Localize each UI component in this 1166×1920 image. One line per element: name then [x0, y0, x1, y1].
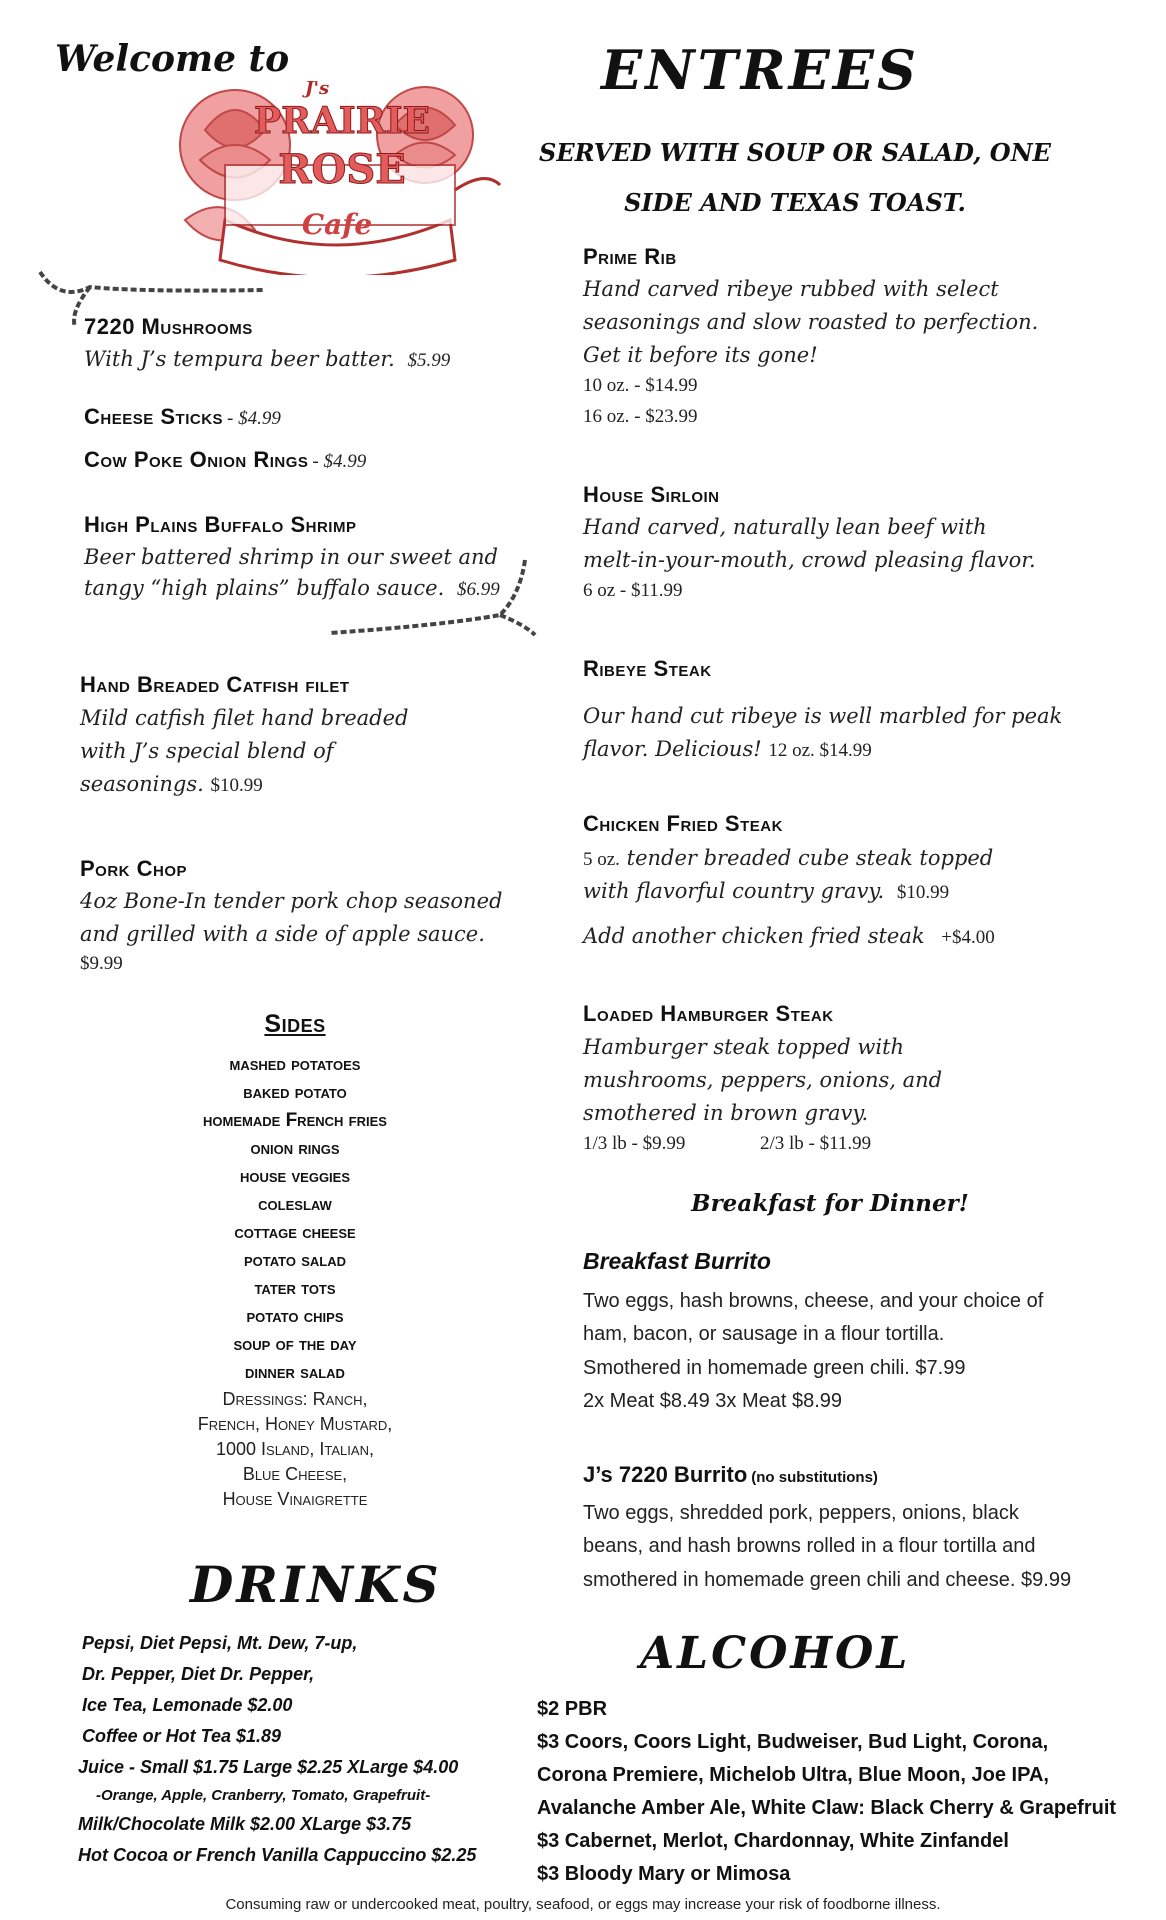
item-name-pork-chop: Pork Chop	[80, 856, 188, 881]
catfish-desc1: Mild catfish filet hand breaded	[80, 706, 409, 730]
breakfast-burrito-line: Smothered in homemade green chili. $7.99	[583, 1357, 966, 1379]
sirloin-desc2: melt-in-your-mouth, crowd pleasing flavor.	[583, 548, 1036, 572]
sirloin-price: 6 oz - $11.99	[583, 580, 683, 601]
dressing-line: 1000 Island, Italian,	[216, 1439, 374, 1459]
side-item: house veggies	[239, 1166, 351, 1187]
side-item: onion rings	[250, 1138, 340, 1159]
buffalo-shrimp-price: $6.99	[456, 579, 500, 600]
sirloin-desc1: Hand carved, naturally lean beef with	[583, 515, 987, 539]
hamburger-desc1: Hamburger steak topped with	[583, 1035, 905, 1059]
pork-chop-price: $9.99	[80, 953, 123, 974]
side-item: tater tots	[254, 1278, 336, 1299]
alcohol-line: $2 PBR	[537, 1698, 608, 1720]
breakfast-burrito-line: ham, bacon, or sausage in a flour tortilla.	[583, 1323, 945, 1345]
alcohol-line: Corona Premiere, Michelob Ultra, Blue Moon, Joe IPA,	[537, 1764, 1049, 1786]
ribeye-desc1: Our hand cut ribeye is well marbled for peak	[583, 704, 1063, 728]
ribeye-desc2: flavor. Delicious!	[583, 737, 762, 761]
item-name-ribeye: Ribeye Steak	[583, 656, 712, 681]
entrees-subtitle1: SERVED WITH SOUP OR SALAD, ONE	[539, 138, 1051, 167]
drinks-title: DRINKS	[190, 1555, 442, 1614]
item-name-hamburger-steak: Loaded Hamburger Steak	[583, 1001, 834, 1026]
prime-rib-desc2: seasonings and slow roasted to perfection.	[583, 310, 1039, 334]
drinks-list	[78, 1628, 522, 1871]
side-item: mashed potatoes	[229, 1054, 361, 1075]
sides-title: Sides	[264, 1010, 326, 1038]
drink-line: Milk/Chocolate Milk $2.00 XLarge $3.75	[78, 1814, 412, 1834]
onion-rings-name: Cow Poke Onion Rings	[84, 447, 309, 472]
item-desc-mushrooms	[84, 343, 450, 377]
pork-chop-desc1: 4oz Bone-In tender pork chop seasoned	[80, 889, 503, 913]
prime-rib-desc1: Hand carved ribeye rubbed with select	[583, 277, 999, 301]
footer-disclaimer: Consuming raw or undercooked meat, poultry, seafood, or eggs may increase your risk of foodborne illness.	[225, 1896, 941, 1913]
js-burrito-line: beans, and hash browns rolled in a flour tortilla and	[583, 1535, 1036, 1557]
item-cheese-sticks	[84, 404, 281, 430]
alcohol-line: $3 Coors, Coors Light, Budweiser, Bud Light, Corona,	[537, 1731, 1049, 1753]
logo	[165, 70, 505, 275]
alcohol-line: $3 Bloody Mary or Mimosa	[537, 1863, 791, 1885]
js-burrito-note: (no substitutions)	[751, 1469, 878, 1486]
dressing-line: French, Honey Mustard,	[197, 1414, 393, 1434]
alcohol-line: $3 Cabernet, Merlot, Chardonnay, White Zinfandel	[537, 1830, 1009, 1852]
logo-prairie: PRAIRIE	[254, 100, 430, 142]
side-item: potato salad	[243, 1250, 347, 1271]
pork-chop-desc2: and grilled with a side of apple sauce.	[80, 922, 485, 946]
drink-line: -Orange, Apple, Cranberry, Tomato, Grapefruit-	[96, 1787, 431, 1804]
breakfast-title: Breakfast for Dinner!	[691, 1190, 969, 1217]
cfs-oz: 5 oz.	[583, 849, 620, 870]
welcome-text: Welcome to	[55, 38, 290, 80]
logo-rose: ROSE	[278, 146, 406, 193]
side-item: cottage cheese	[234, 1222, 356, 1243]
cfs-desc2-line	[583, 875, 949, 909]
hamburger-price1: 1/3 lb - $9.99	[583, 1133, 686, 1154]
catfish-price: $10.99	[210, 775, 263, 796]
cfs-add-price: +$4.00	[941, 927, 995, 948]
prime-rib-price1: 10 oz. - $14.99	[583, 375, 698, 396]
buffalo-shrimp-desc2: tangy “high plains” buffalo sauce.	[84, 576, 445, 600]
entrees-subtitle2: SIDE AND TEXAS TOAST.	[624, 188, 966, 217]
drink-line: Juice - Small $1.75 Large $2.25 XLarge $4.00	[78, 1757, 459, 1777]
item-name-js-burrito-line	[583, 1462, 878, 1488]
logo-js: J's	[305, 78, 330, 99]
item-name-sirloin: House Sirloin	[583, 482, 720, 507]
item-name-prime-rib: Prime Rib	[583, 244, 677, 269]
cheese-sticks-price: - $4.99	[227, 408, 281, 429]
side-item: coleslaw	[258, 1194, 332, 1215]
onion-rings-price: - $4.99	[312, 451, 367, 472]
dressing-line: Dressings: Ranch,	[222, 1389, 368, 1409]
cfs-desc2: with flavorful country gravy.	[583, 879, 885, 903]
prime-rib-desc3: Get it before its gone!	[583, 343, 818, 367]
cfs-add: Add another chicken fried steak	[583, 924, 925, 948]
alcohol-title: ALCOHOL	[640, 1628, 911, 1679]
side-item: homemade French fries	[203, 1110, 387, 1131]
buffalo-shrimp-desc2-line	[84, 572, 500, 606]
drink-line: Pepsi, Diet Pepsi, Mt. Dew, 7-up,	[82, 1633, 358, 1653]
item-name-buffalo-shrimp: High Plains Buffalo Shrimp	[84, 512, 357, 537]
hamburger-price2: 2/3 lb - $11.99	[760, 1133, 872, 1154]
logo-cafe: Cafe	[301, 208, 373, 241]
item-name-breakfast-burrito: Breakfast Burrito	[583, 1248, 771, 1274]
cfs-price: $10.99	[896, 882, 950, 903]
ribeye-price: 12 oz. $14.99	[768, 740, 872, 761]
side-item: dinner salad	[245, 1362, 345, 1383]
alcohol-list	[537, 1693, 1157, 1891]
hamburger-desc2: mushrooms, peppers, onions, and	[583, 1068, 943, 1092]
dressing-line: Blue Cheese,	[242, 1464, 348, 1484]
item-name-mushrooms: 7220 Mushrooms	[84, 314, 253, 339]
alcohol-line: Avalanche Amber Ale, White Claw: Black Cherry & Grapefruit	[537, 1797, 1117, 1819]
dressing-line: House Vinaigrette	[222, 1489, 368, 1509]
catfish-desc3: seasonings.	[80, 772, 204, 796]
catfish-desc2: with J’s special blend of	[80, 739, 334, 763]
cfs-desc1: tender breaded cube steak topped	[626, 846, 994, 870]
mushrooms-desc: With J’s tempura beer batter.	[84, 347, 395, 371]
js-burrito-line: Two eggs, shredded pork, peppers, onions, black	[583, 1502, 1019, 1524]
drink-line: Dr. Pepper, Diet Dr. Pepper,	[82, 1664, 315, 1684]
drink-line: Hot Cocoa or French Vanilla Cappuccino $2.25	[78, 1845, 477, 1865]
entrees-title: ENTREES	[601, 38, 919, 102]
mushrooms-price: $5.99	[407, 350, 451, 371]
drink-line: Coffee or Hot Tea $1.89	[82, 1726, 282, 1746]
item-onion-rings	[84, 447, 366, 473]
breakfast-burrito-line: Two eggs, hash browns, cheese, and your choice of	[583, 1290, 1044, 1312]
cfs-add-line	[583, 920, 995, 954]
cheese-sticks-name: Cheese Sticks	[84, 404, 224, 429]
js-burrito-line: smothered in homemade green chili and cheese. $9.99	[583, 1569, 1072, 1591]
item-name-catfish: Hand Breaded Catfish filet	[80, 672, 350, 697]
side-item: soup of the day	[233, 1334, 357, 1355]
side-item: potato chips	[246, 1306, 344, 1327]
cfs-desc1-line	[583, 842, 993, 876]
js-burrito-name: J’s 7220 Burrito	[583, 1462, 748, 1487]
buffalo-shrimp-desc1: Beer battered shrimp in our sweet and	[84, 545, 498, 569]
item-name-chicken-fried-steak: Chicken Fried Steak	[583, 811, 783, 836]
hamburger-desc3: smothered in brown gravy.	[583, 1101, 869, 1125]
ribeye-desc2-line	[583, 733, 872, 767]
prime-rib-price2: 16 oz. - $23.99	[583, 406, 698, 427]
breakfast-burrito-line: 2x Meat $8.49 3x Meat $8.99	[583, 1390, 843, 1412]
catfish-desc3-line	[80, 768, 263, 802]
drink-line: Ice Tea, Lemonade $2.00	[82, 1695, 293, 1715]
side-item: baked potato	[243, 1082, 347, 1103]
sides-section	[100, 1010, 490, 1512]
